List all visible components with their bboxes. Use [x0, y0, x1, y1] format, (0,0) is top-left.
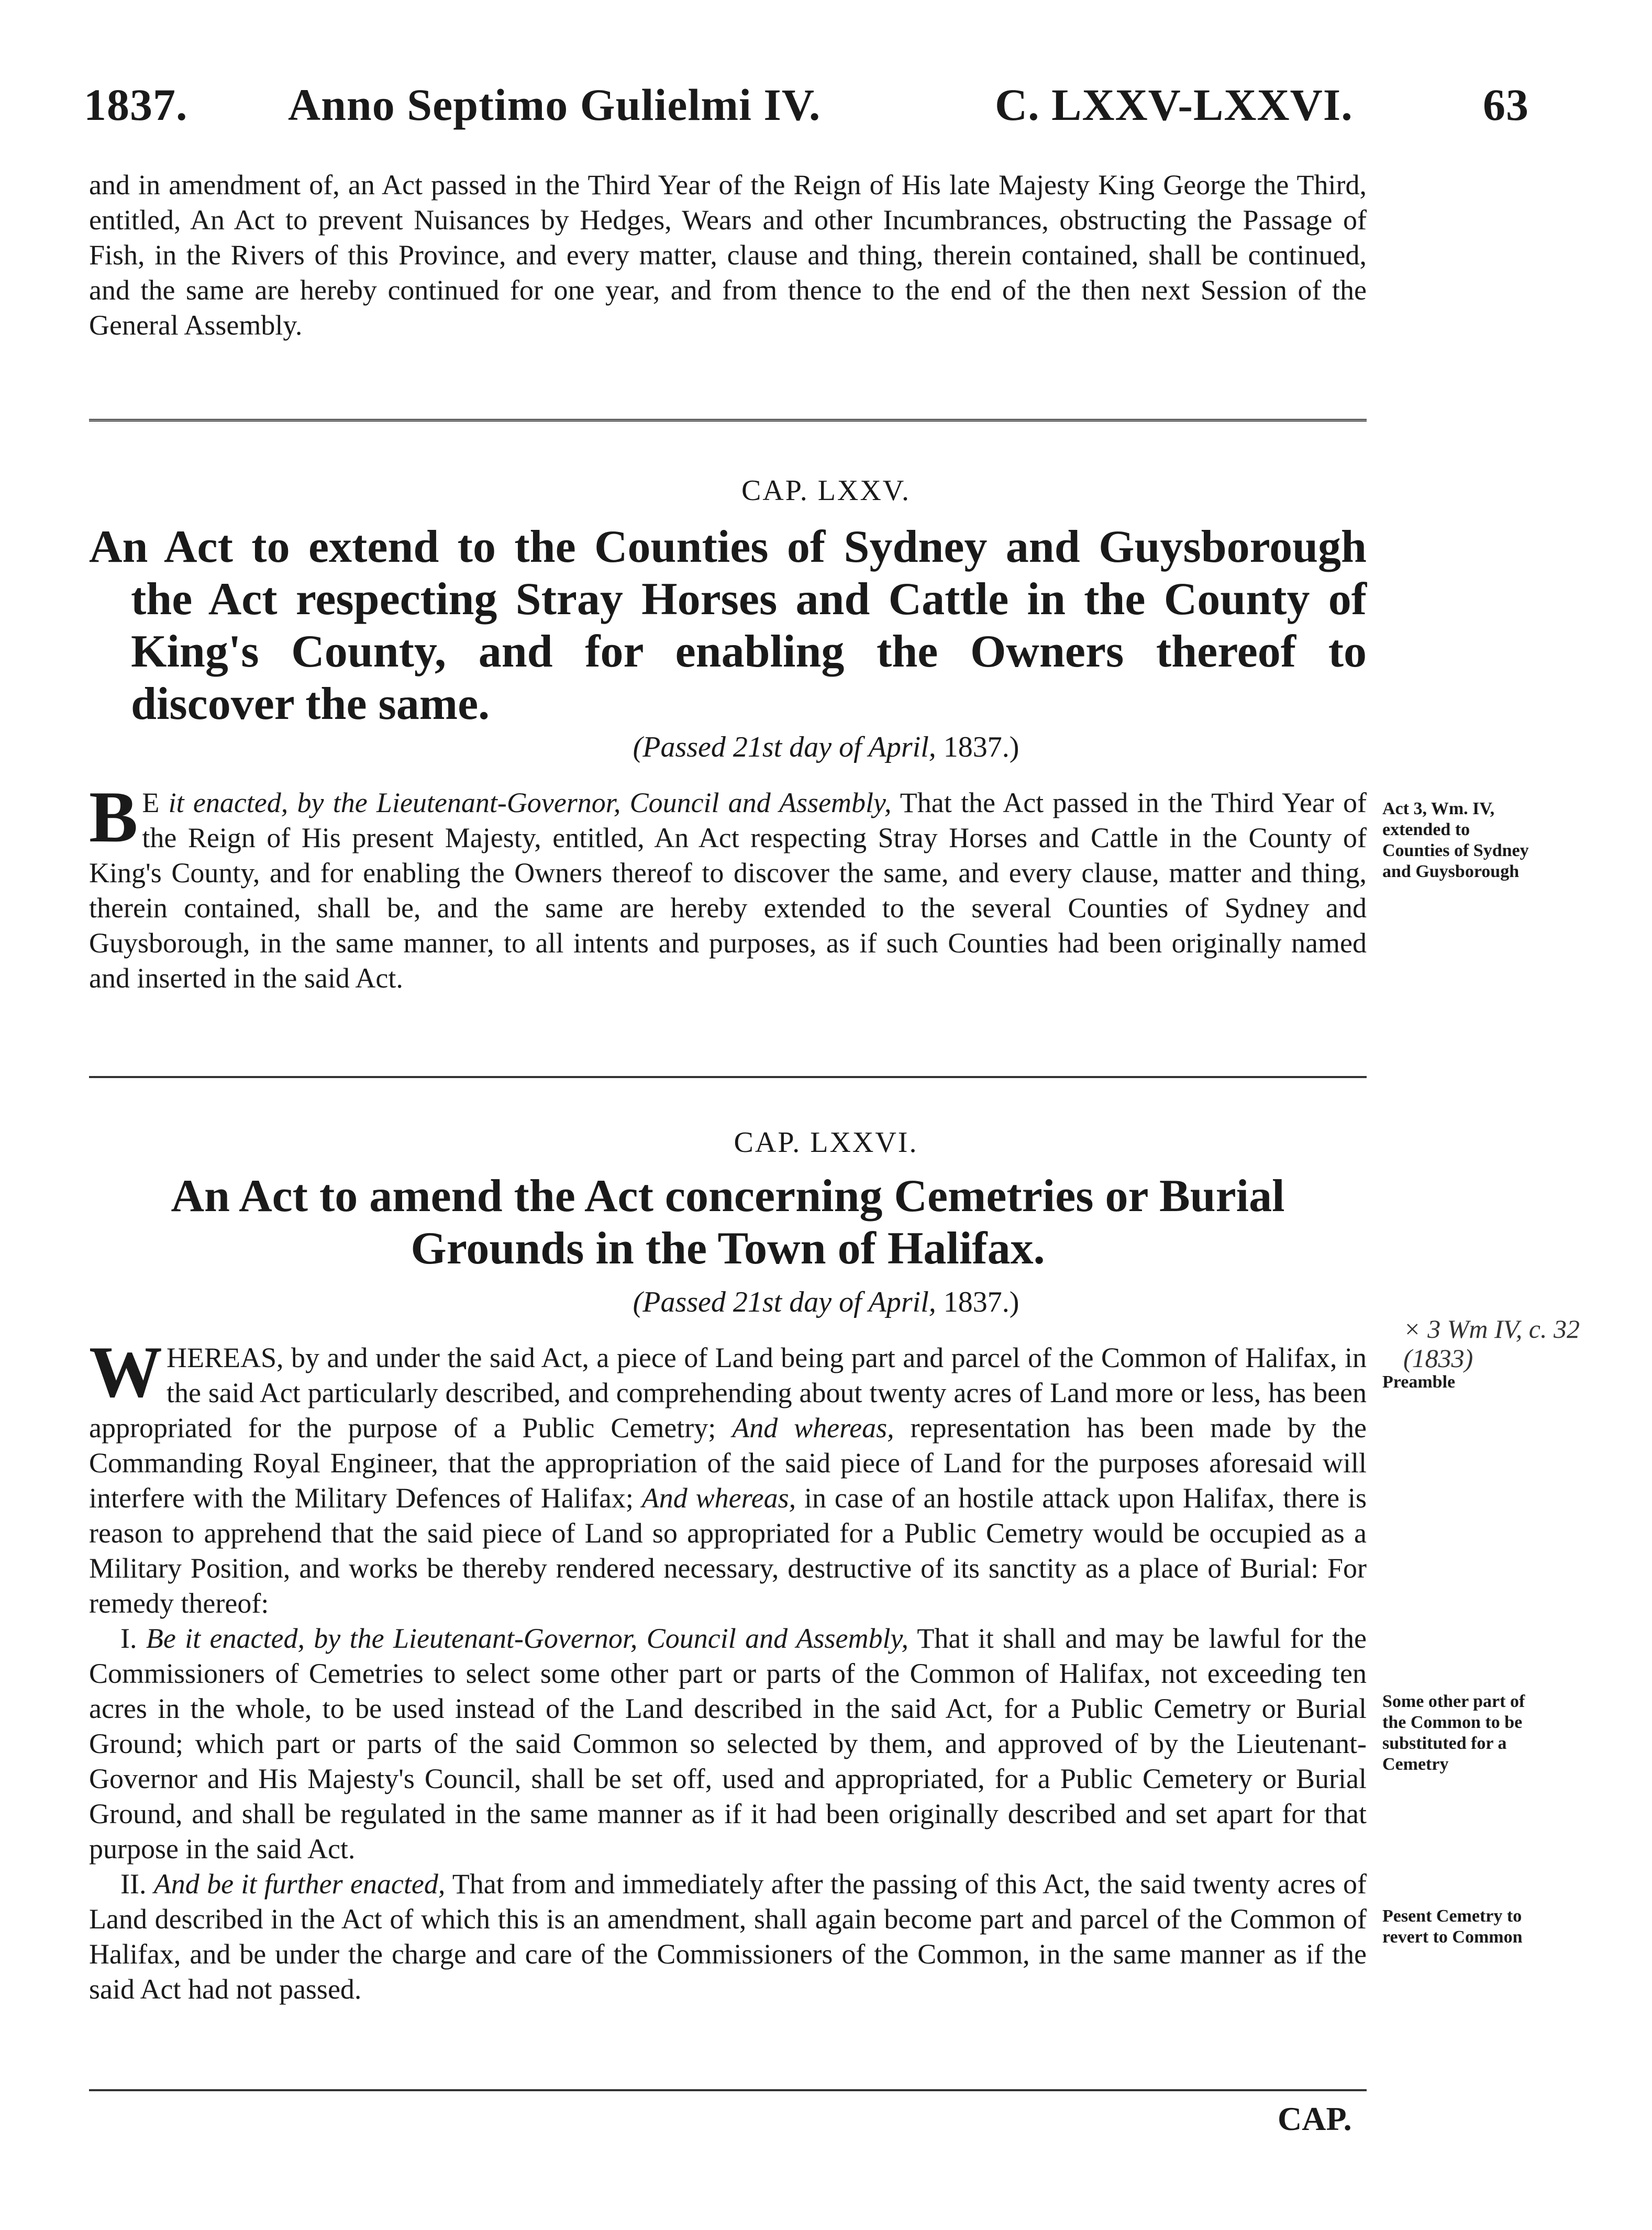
- cap76-section1-italic: Be it enacted, by the Lieutenant-Governor, Council and Assembly,: [146, 1623, 908, 1654]
- cap76-section2-body: That from and immediately after the passing of this Act, the said twenty acres of Land described in the Act of which this is an amendment, shall again become part and parcel of the Common of Halifax, and be under the charge and care of the Commissioners of the Common, in the same manner as if the said Act had not passed.: [89, 1868, 1367, 2005]
- cap76-margin-preamble: Preamble: [1382, 1372, 1456, 1392]
- cap76-section1-num: I.: [120, 1623, 137, 1654]
- cap76-whereas-1: And whereas,: [732, 1412, 894, 1444]
- cap75-margin-note: Act 3, Wm. IV, extended to Counties of Sydney and Guysborough: [1382, 799, 1529, 881]
- cap76-passed-open: (: [633, 1286, 643, 1318]
- cap75-title: An Act to extend to the Counties of Sydney and Guysborough the Act respecting Stray Horses and Cattle in the County of King's County, and for enabling the Owners thereof to discover the same.: [89, 522, 1367, 729]
- cap76-passed-text: Passed: [642, 1286, 726, 1318]
- section-divider-2: [89, 1076, 1367, 1078]
- cap76-section-2: [89, 1867, 1367, 2007]
- cap76-margin-section1: Some other part of the Common to be substituted for a Cemetry: [1382, 1692, 1525, 1774]
- cap75-body: [89, 776, 1367, 996]
- cap75-passed-date: 21st day of April,: [733, 731, 936, 763]
- cap76-section2-italic: And be it further enacted,: [153, 1868, 446, 1900]
- handwritten-annotation: × 3 Wm IV, c. 32 (1833): [1403, 1314, 1580, 1373]
- intro-block: [89, 168, 1367, 343]
- cap76-preamble-third: in case of an hostile attack upon Halifax, there is reason to apprehend that the said piece of Land so appropriated for a Public Cemetry would be occupied as a Military Position, and works be thereby rendered necessary, destructive of its sanctity as a place of Burial: For remedy thereof:: [89, 1482, 1367, 1619]
- cap76-preamble-second: representation has been made by the Commanding Royal Engineer, that the appropriation of the said piece of Land for the purposes aforesaid will interfere with the Military Defences of Halifax;: [89, 1412, 1367, 1514]
- cap76-section2-num: II.: [120, 1868, 147, 1900]
- cap75-enacting-paragraph: [89, 776, 1367, 996]
- cap76-title: An Act to amend the Act concerning Cemetries or Burial Grounds in the Town of Halifax.: [171, 1171, 1285, 1274]
- header-title: Anno Septimo Gulielmi IV.: [288, 80, 821, 130]
- section-divider: [89, 419, 1367, 425]
- catchword: CAP.: [1278, 2100, 1352, 2137]
- header-year: 1837.: [84, 80, 188, 130]
- cap75-passed-open: (: [633, 731, 643, 763]
- page-number: 63: [1483, 80, 1529, 130]
- cap76-dropcap: W: [89, 1332, 162, 1413]
- cap75-heading: CAP. LXXV.: [741, 474, 911, 507]
- cap76-section1-body: That it shall and may be lawful for the Commissioners of Cemetries to select some other part or parts of the Common of Halifax, not exceeding ten acres in the whole, to be used instead of the Land described in the said Act, for a Public Cemetry or Burial Ground; which part or parts of the said Common so selected by them, and approved of by the Lieutenant-Governor and His Majesty's Council, shall be set off, used and appropriated, for a Public Cemetery or Burial Ground, and shall be regulated in the same manner as if it had been originally described and set apart for that purpose in the said Act.: [89, 1623, 1367, 1865]
- cap76-margin-section2: Pesent Cemetry to revert to Common: [1382, 1906, 1523, 1947]
- cap76-preamble-first: HEREAS, by and under the said Act, a piece of Land being part and parcel of the Common of Halifax, in the said Act particularly described, and comprehending about twenty acres of Land more or less, has been appropriated for the purpose of a Public Cemetry;: [89, 1342, 1367, 1444]
- cap75-passed-year: 1837.): [943, 731, 1019, 763]
- cap75-passed: [0, 730, 1652, 764]
- cap75-body-text: That the Act passed in the Third Year of the Reign of His present Majesty, entitled, An Act respecting Stray Horses and Cattle in the County of King's County, and for enabling the Owners thereof to discover the same, and every clause, matter and thing, therein contained, shall be, and the same are hereby extended to the several Counties of Sydney and Guysborough, in the same manner, to all intents and purposes, as if such Counties had been originally named and inserted in the said Act.: [89, 787, 1367, 994]
- cap75-passed-text: Passed: [642, 731, 726, 763]
- cap75-dropcap: B: [89, 776, 138, 858]
- bottom-rule: [89, 2089, 1367, 2091]
- intro-paragraph: and in amendment of, an Act passed in the Third Year of the Reign of His late Majesty King George the Third, entitled, An Act to prevent Nuisances by Hedges, Wears and other Incumbrances, obstructing the Passage of Fish, in the Rivers of this Province, and every matter, clause and thing, therein contained, shall be continued, and the same are hereby continued for one year, and from thence to the end of the then next Session of the General Assembly.: [89, 169, 1367, 341]
- cap75-enacting-first: E: [142, 787, 160, 818]
- cap76-section-1: [89, 1621, 1367, 1867]
- cap76-passed-date: 21st day of April,: [733, 1286, 936, 1318]
- header-chapters: C. LXXV-LXXVI.: [995, 80, 1353, 130]
- cap75-enacting-italic: it enacted, by the Lieutenant-Governor, Council and Assembly,: [168, 787, 892, 818]
- cap76-preamble: [89, 1332, 1367, 1621]
- running-header: [84, 79, 1529, 136]
- cap76-heading: CAP. LXXVI.: [734, 1126, 918, 1159]
- cap76-passed-year: 1837.): [943, 1286, 1019, 1318]
- cap76-whereas-2: And whereas,: [641, 1482, 796, 1514]
- cap76-body: [89, 1332, 1367, 2007]
